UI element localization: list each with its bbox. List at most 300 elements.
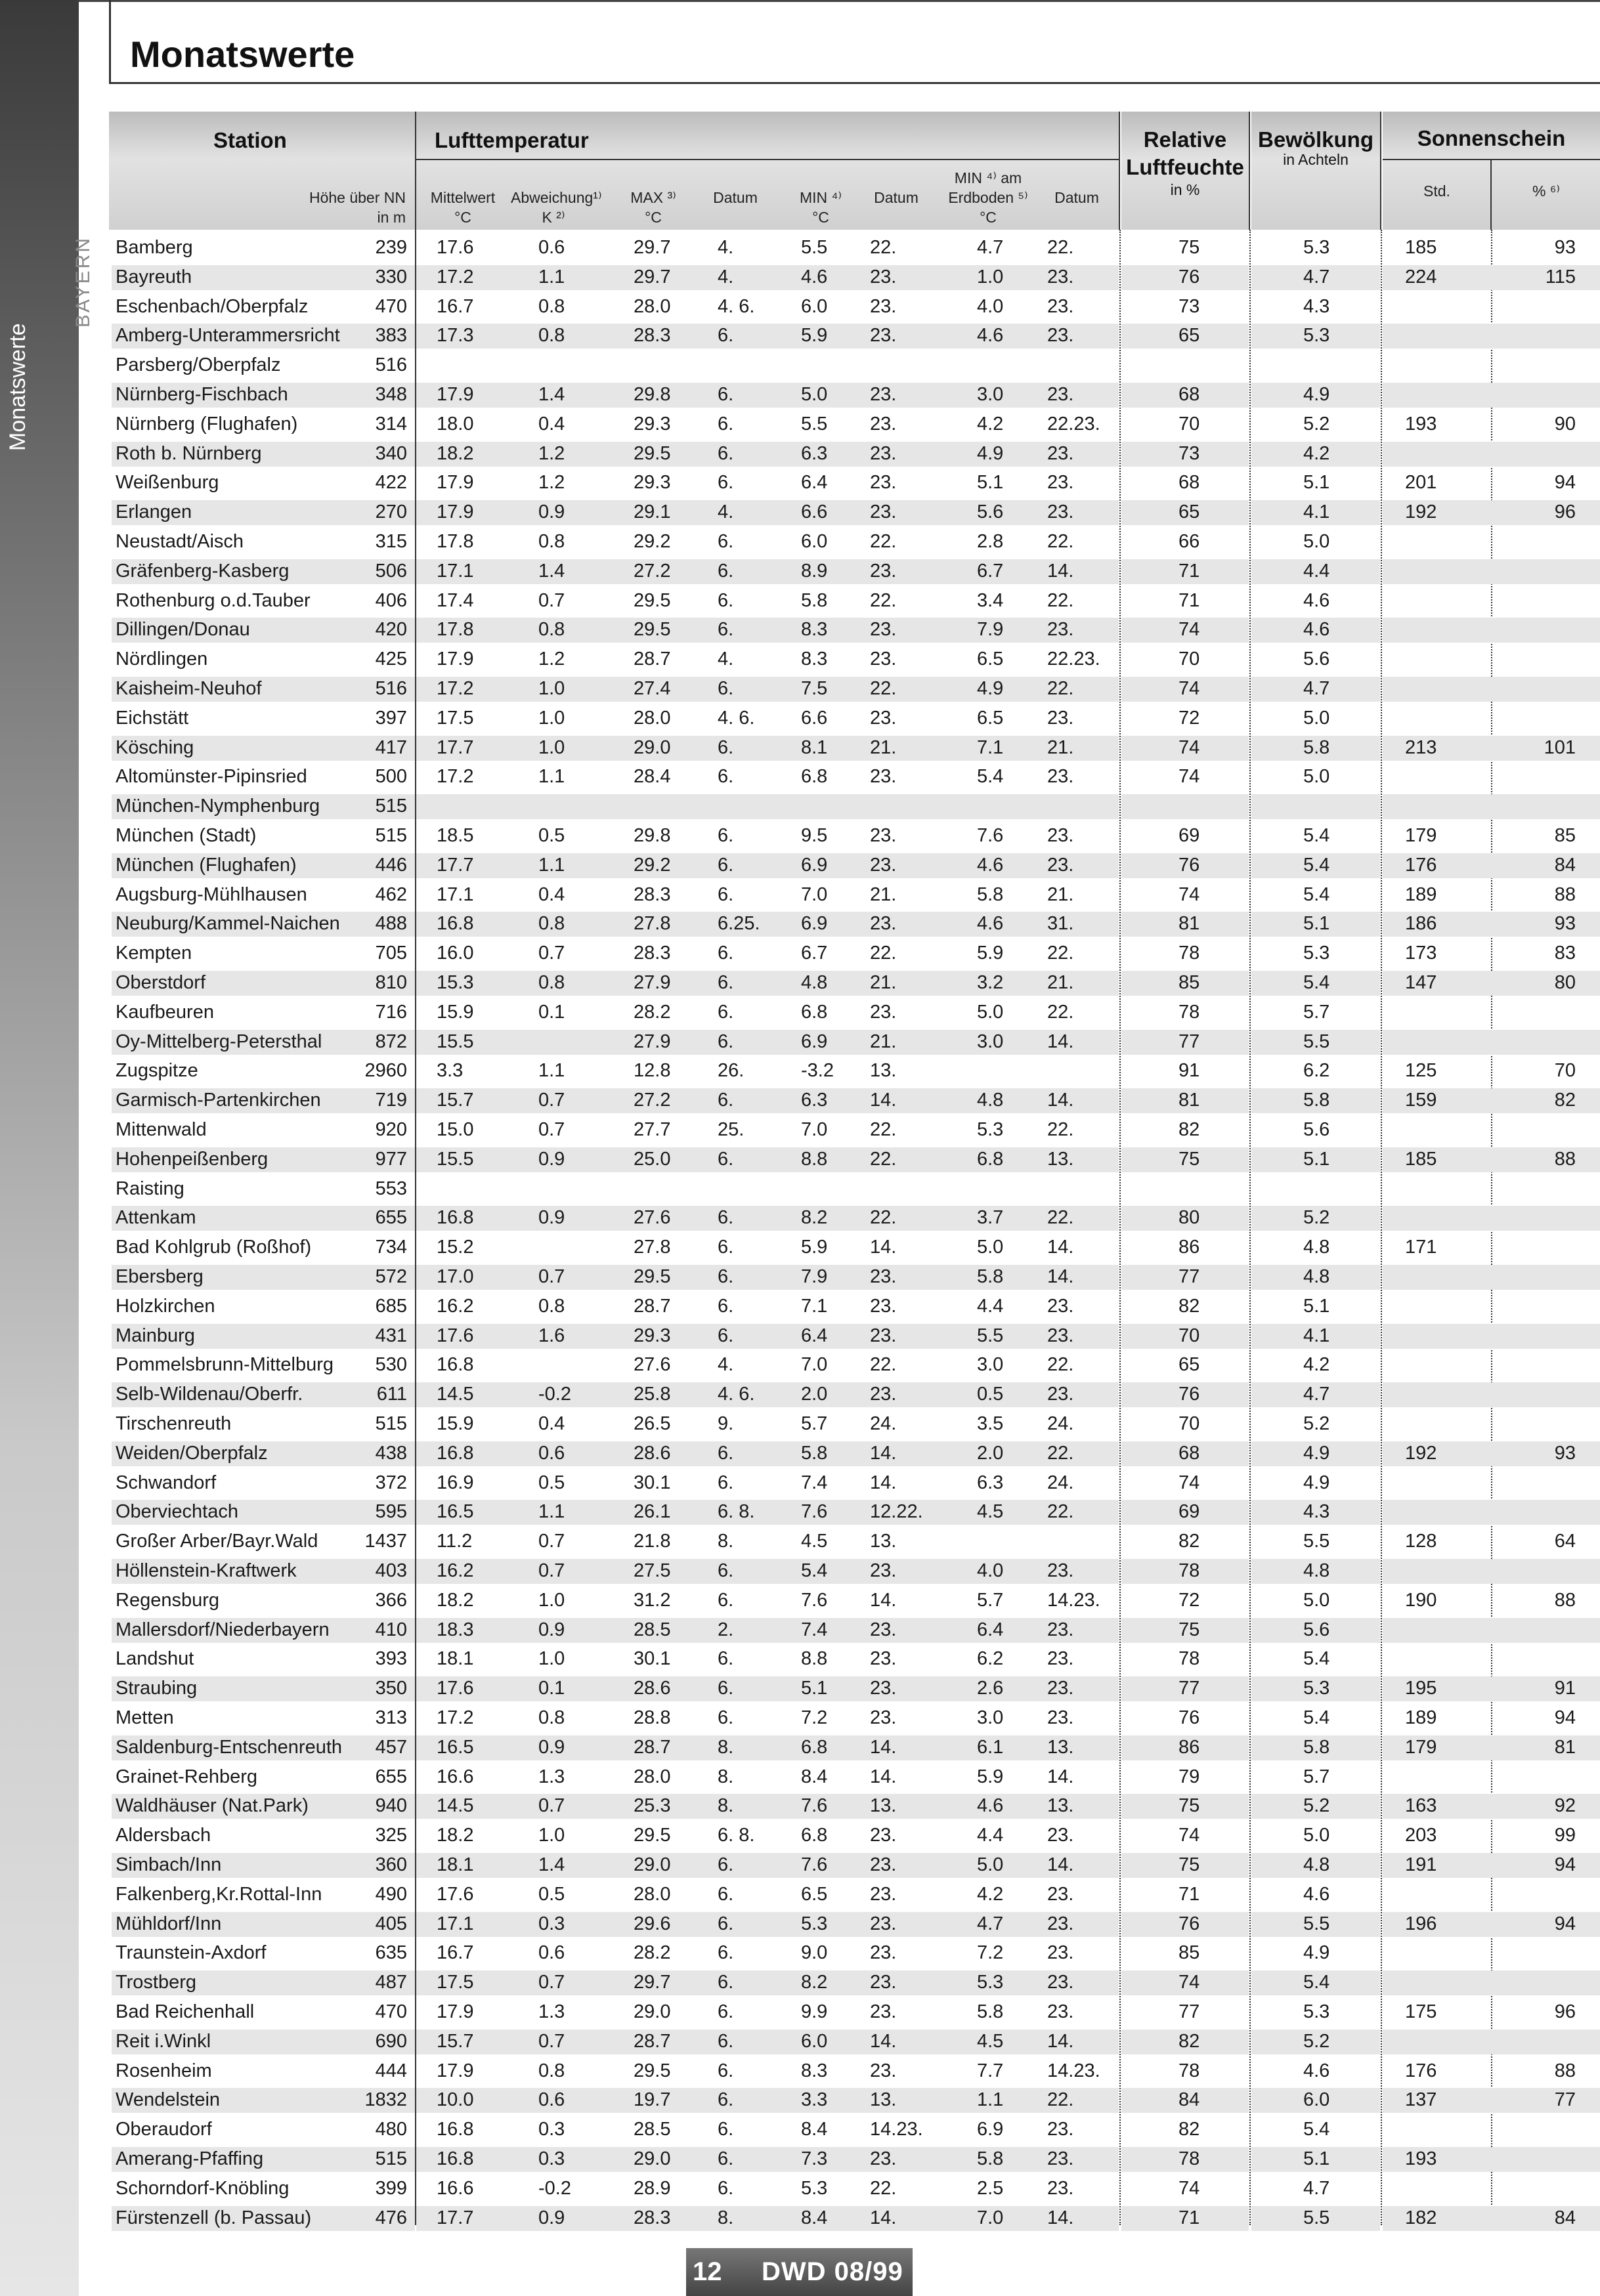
cell-name: München (Flughafen): [116, 854, 297, 876]
cell-max: 30.1: [634, 1648, 671, 1670]
cell-proz: 99: [1554, 1825, 1576, 1846]
cell-max: 28.0: [634, 295, 671, 317]
cell-feuchte: 76: [1178, 1913, 1200, 1934]
cell-min: 5.3: [801, 2177, 828, 2199]
cell-dmax: 6.: [718, 589, 734, 611]
cell-abw: 1.0: [538, 1589, 565, 1611]
cell-erd: 4.7: [977, 1913, 1004, 1934]
cell-mittel: 17.2: [437, 266, 474, 287]
cell-max: 28.0: [634, 1883, 671, 1905]
cell-abw: 0.7: [538, 1972, 565, 1993]
cell-feuchte: 73: [1178, 442, 1200, 464]
cell-abw: 1.1: [538, 766, 565, 788]
cell-name: Attenkam: [116, 1207, 196, 1229]
cell-dmax: 6.: [718, 1648, 734, 1670]
cell-feuchte: 74: [1178, 1825, 1200, 1846]
cell-max: 29.6: [634, 1913, 671, 1934]
cell-dmin: 23.: [870, 707, 897, 729]
table-row: [0, 1527, 1600, 1556]
row-shade: [1383, 442, 1600, 467]
cell-dmax: 6.: [718, 1207, 734, 1229]
cell-abw: 0.4: [538, 1413, 565, 1434]
cell-max: 28.0: [634, 1766, 671, 1787]
cell-name: Erlangen: [116, 501, 192, 523]
cell-min: 8.3: [801, 2060, 828, 2081]
cell-feuchte: 71: [1178, 2207, 1200, 2228]
cell-bew: 5.3: [1303, 943, 1330, 964]
cell-bew: 4.7: [1303, 2177, 1330, 2199]
cell-feuchte: 82: [1178, 2030, 1200, 2052]
cell-derd: 22.: [1047, 678, 1074, 699]
cell-hoehe: 516: [375, 678, 407, 699]
cell-feuchte: 84: [1178, 2089, 1200, 2111]
cell-feuchte: 75: [1178, 1854, 1200, 1875]
publication-label: DWD 08/99: [762, 2257, 903, 2286]
table-row: [0, 1350, 1600, 1380]
cell-feuchte: 82: [1178, 1531, 1200, 1552]
cell-min: 8.4: [801, 1766, 828, 1787]
cell-bew: 5.2: [1303, 1207, 1330, 1229]
cell-max: 28.2: [634, 1001, 671, 1023]
cell-hoehe: 719: [375, 1090, 407, 1111]
cell-feuchte: 78: [1178, 1648, 1200, 1670]
cell-dmax: 8.: [718, 1736, 734, 1758]
cell-std: 176: [1405, 854, 1437, 876]
cell-feuchte: 72: [1178, 707, 1200, 729]
cell-max: 12.8: [634, 1060, 671, 1082]
cell-hoehe: 595: [375, 1501, 407, 1523]
cell-bew: 5.6: [1303, 1619, 1330, 1640]
cell-min: 8.4: [801, 2207, 828, 2228]
cell-bew: 5.4: [1303, 1972, 1330, 1993]
cell-dmin: 23.: [870, 2001, 897, 2022]
cell-mittel: 16.8: [437, 1354, 474, 1376]
table-row: [0, 2085, 1600, 2115]
cell-max: 25.8: [634, 1384, 671, 1405]
cell-erd: 6.5: [977, 648, 1004, 670]
cell-erd: 6.8: [977, 1148, 1004, 1170]
cell-mittel: 16.8: [437, 2148, 474, 2169]
row-shade: [1251, 794, 1380, 819]
cell-dmax: 6.: [718, 2119, 734, 2140]
cell-min: 7.1: [801, 1295, 828, 1317]
cell-derd: 23.: [1047, 1942, 1074, 1964]
cell-min: 5.8: [801, 589, 828, 611]
cell-abw: 0.9: [538, 2207, 565, 2228]
cell-hoehe: 457: [375, 1736, 407, 1758]
table-row: [0, 1733, 1600, 1762]
cell-min: 6.5: [801, 1883, 828, 1905]
cell-abw: 0.7: [538, 589, 565, 611]
cell-feuchte: 78: [1178, 1001, 1200, 1023]
cell-min: 5.4: [801, 1560, 828, 1581]
cell-derd: 23.: [1047, 2001, 1074, 2022]
cell-name: Hohenpeißenberg: [116, 1148, 269, 1170]
cell-erd: 6.1: [977, 1736, 1004, 1758]
cell-name: Großer Arber/Bayr.Wald: [116, 1531, 318, 1552]
cell-min: 6.0: [801, 295, 828, 317]
separator-bew-end: [1380, 112, 1381, 230]
cell-name: Mallersdorf/Niederbayern: [116, 1619, 330, 1640]
cell-derd: 23.: [1047, 1825, 1074, 1846]
cell-erd: 4.9: [977, 678, 1004, 699]
cell-name: Simbach/Inn: [116, 1854, 222, 1875]
cell-hoehe: 487: [375, 1972, 407, 1993]
cell-abw: 1.6: [538, 1325, 565, 1346]
table-row: [0, 1292, 1600, 1321]
cell-derd: 22.23.: [1047, 648, 1100, 670]
cell-mittel: 16.5: [437, 1736, 474, 1758]
cell-dmax: 6.: [718, 1972, 734, 1993]
cell-bew: 5.4: [1303, 825, 1330, 846]
cell-min: 6.3: [801, 1090, 828, 1111]
cell-dmax: 6.: [718, 1442, 734, 1464]
cell-feuchte: 77: [1178, 1678, 1200, 1699]
cell-derd: 13.: [1047, 1795, 1074, 1817]
cell-dmax: 6.: [718, 1589, 734, 1611]
cell-erd: 4.4: [977, 1825, 1004, 1846]
cell-dmax: 6.: [718, 1560, 734, 1581]
cell-max: 29.0: [634, 736, 671, 758]
cell-dmin: 14.: [870, 1736, 897, 1758]
cell-dmin: 12.22.: [870, 1501, 923, 1523]
cell-mittel: 16.8: [437, 1207, 474, 1229]
cell-dmin: 23.: [870, 619, 897, 641]
cell-proz: 94: [1554, 1913, 1576, 1934]
cell-dmax: 6.: [718, 384, 734, 405]
cell-dmin: 23.: [870, 1707, 897, 1728]
cell-dmax: 4. 6.: [718, 1384, 755, 1405]
cell-bew: 5.0: [1303, 531, 1330, 552]
cell-bew: 5.1: [1303, 1148, 1330, 1170]
cell-hoehe: 516: [375, 354, 407, 376]
cell-min: 4.6: [801, 266, 828, 287]
cell-derd: 24.: [1047, 1472, 1074, 1493]
cell-erd: 5.8: [977, 883, 1004, 905]
cell-feuchte: 70: [1178, 413, 1200, 435]
cell-hoehe: 410: [375, 1619, 407, 1640]
cell-name: Amberg-Unterammersricht: [116, 325, 340, 347]
cell-derd: 23.: [1047, 325, 1074, 347]
cell-name: Mühldorf/Inn: [116, 1913, 222, 1934]
cell-bew: 5.6: [1303, 648, 1330, 670]
cell-derd: 14.: [1047, 1266, 1074, 1287]
cell-hoehe: 1437: [364, 1531, 407, 1552]
cell-erd: 4.6: [977, 913, 1004, 935]
cell-bew: 5.2: [1303, 2030, 1330, 2052]
cell-mittel: 17.8: [437, 531, 474, 552]
cell-erd: 4.2: [977, 1883, 1004, 1905]
cell-dmax: 6.: [718, 325, 734, 347]
cell-proz: 77: [1554, 2089, 1576, 2111]
cell-max: 28.7: [634, 1736, 671, 1758]
cell-std: 192: [1405, 501, 1437, 523]
cell-std: 195: [1405, 1678, 1437, 1699]
cell-name: Rosenheim: [116, 2060, 212, 2081]
header-feuchte-line3: in %: [1170, 181, 1200, 198]
cell-min: 7.6: [801, 1501, 828, 1523]
cell-name: Weißenburg: [116, 472, 219, 494]
cell-dmin: 23.: [870, 1325, 897, 1346]
cell-mittel: 17.2: [437, 1707, 474, 1728]
cell-std: 186: [1405, 913, 1437, 935]
table-row: [0, 939, 1600, 968]
cell-mittel: 18.1: [437, 1648, 474, 1670]
cell-abw: 1.2: [538, 442, 565, 464]
cell-feuchte: 65: [1178, 325, 1200, 347]
cell-dmin: 23.: [870, 1295, 897, 1317]
cell-min: 8.8: [801, 1148, 828, 1170]
cell-max: 29.3: [634, 1325, 671, 1346]
table-row: [0, 1409, 1600, 1439]
cell-dmax: 6.: [718, 2060, 734, 2081]
cell-dmin: 22.: [870, 1207, 897, 1229]
cell-min: 6.8: [801, 766, 828, 788]
cell-dmin: 14.: [870, 2207, 897, 2228]
cell-feuchte: 76: [1178, 1384, 1200, 1405]
cell-mittel: 14.5: [437, 1795, 474, 1817]
header-std: Std.: [1423, 182, 1450, 200]
row-shade: [1383, 677, 1600, 702]
cell-hoehe: 490: [375, 1883, 407, 1905]
cell-abw: 0.6: [538, 2089, 565, 2111]
row-shade: [1383, 1970, 1600, 1995]
cell-erd: 7.6: [977, 825, 1004, 846]
cell-max: 29.5: [634, 1266, 671, 1287]
cell-hoehe: 705: [375, 943, 407, 964]
cell-hoehe: 399: [375, 2177, 407, 2199]
cell-erd: 6.7: [977, 560, 1004, 582]
cell-feuchte: 82: [1178, 2119, 1200, 2140]
cell-proz: 88: [1554, 1148, 1576, 1170]
cell-bew: 4.1: [1303, 501, 1330, 523]
cell-derd: 22.23.: [1047, 413, 1100, 435]
header-abweichung: [511, 188, 602, 227]
cell-feuchte: 81: [1178, 1090, 1200, 1111]
cell-feuchte: 77: [1178, 1031, 1200, 1052]
cell-derd: 22.: [1047, 943, 1074, 964]
cell-std: 224: [1405, 266, 1437, 287]
cell-abw: 0.8: [538, 325, 565, 347]
cell-hoehe: 515: [375, 796, 407, 817]
cell-max: 28.4: [634, 766, 671, 788]
cell-proz: 85: [1554, 825, 1576, 846]
table-row: [0, 2203, 1600, 2233]
cell-name: Metten: [116, 1707, 174, 1728]
cell-bew: 5.4: [1303, 2119, 1330, 2140]
table-row: [0, 733, 1600, 763]
cell-dmax: 6.: [718, 825, 734, 846]
cell-derd: 14.23.: [1047, 1589, 1100, 1611]
cell-mittel: 17.9: [437, 472, 474, 494]
cell-dmin: 22.: [870, 589, 897, 611]
cell-min: 5.3: [801, 1913, 828, 1934]
cell-min: 5.0: [801, 384, 828, 405]
cell-max: 28.3: [634, 325, 671, 347]
cell-dmin: 13.: [870, 2089, 897, 2111]
header-mittelwert-line1: Mittelwert: [430, 189, 496, 206]
cell-std: 179: [1405, 1736, 1437, 1758]
cell-dmin: 23.: [870, 648, 897, 670]
cell-name: Aldersbach: [116, 1825, 211, 1846]
cell-abw: 0.3: [538, 2148, 565, 2169]
cell-mittel: 15.0: [437, 1119, 474, 1140]
cell-max: 29.0: [634, 2001, 671, 2022]
row-shade: [1383, 1382, 1600, 1407]
cell-mittel: 16.0: [437, 943, 474, 964]
cell-bew: 5.3: [1303, 1678, 1330, 1699]
cell-max: 27.2: [634, 1090, 671, 1111]
cell-hoehe: 1832: [364, 2089, 407, 2111]
cell-hoehe: 397: [375, 707, 407, 729]
table-row: [0, 439, 1600, 469]
cell-min: 6.7: [801, 943, 828, 964]
cell-feuchte: 74: [1178, 678, 1200, 699]
cell-feuchte: 75: [1178, 1148, 1200, 1170]
cell-dmax: 6.: [718, 972, 734, 993]
cell-abw: 0.8: [538, 2060, 565, 2081]
cell-name: Altomünster-Pipinsried: [116, 766, 307, 788]
table-row: [0, 1262, 1600, 1292]
cell-max: 29.7: [634, 266, 671, 287]
cell-mittel: 17.7: [437, 2207, 474, 2228]
cell-dmax: 6.: [718, 883, 734, 905]
cell-name: Landshut: [116, 1648, 194, 1670]
cell-bew: 6.2: [1303, 1060, 1330, 1082]
table-row: [0, 527, 1600, 557]
cell-max: 21.8: [634, 1531, 671, 1552]
cell-bew: 5.7: [1303, 1001, 1330, 1023]
table-row: [0, 704, 1600, 733]
cell-abw: 1.1: [538, 1060, 565, 1082]
cell-bew: 5.6: [1303, 1119, 1330, 1140]
cell-std: 192: [1405, 1442, 1437, 1464]
cell-min: 2.0: [801, 1384, 828, 1405]
cell-dmax: 6.: [718, 531, 734, 552]
cell-std: 189: [1405, 1707, 1437, 1728]
table-row: [0, 909, 1600, 939]
cell-std: 213: [1405, 736, 1437, 758]
cell-dmax: 4. 6.: [718, 707, 755, 729]
cell-hoehe: 690: [375, 2030, 407, 2052]
cell-abw: 0.6: [538, 1442, 565, 1464]
cell-bew: 5.4: [1303, 1707, 1330, 1728]
cell-derd: 14.: [1047, 1237, 1074, 1258]
cell-abw: 0.7: [538, 1531, 565, 1552]
cell-dmin: 23.: [870, 1266, 897, 1287]
cell-std: 203: [1405, 1825, 1437, 1846]
cell-mittel: 17.2: [437, 678, 474, 699]
cell-bew: 4.6: [1303, 619, 1330, 641]
cell-bew: 5.2: [1303, 1413, 1330, 1434]
cell-erd: 5.9: [977, 1766, 1004, 1787]
table-row: [0, 1027, 1600, 1057]
cell-name: Amerang-Pfaffing: [116, 2148, 264, 2169]
cell-erd: 7.1: [977, 736, 1004, 758]
table-row: [0, 1380, 1600, 1409]
cell-mittel: 18.5: [437, 825, 474, 846]
cell-hoehe: 476: [375, 2207, 407, 2228]
cell-bew: 5.0: [1303, 766, 1330, 788]
cell-mittel: 11.2: [437, 1531, 473, 1552]
cell-abw: 1.0: [538, 1825, 565, 1846]
cell-dmax: 6.: [718, 1266, 734, 1287]
cell-feuchte: 71: [1178, 589, 1200, 611]
cell-derd: 21.: [1047, 883, 1074, 905]
cell-bew: 5.8: [1303, 736, 1330, 758]
cell-max: 27.6: [634, 1354, 671, 1376]
cell-mittel: 15.5: [437, 1148, 474, 1170]
cell-hoehe: 425: [375, 648, 407, 670]
cell-feuchte: 73: [1178, 295, 1200, 317]
cell-mittel: 18.0: [437, 413, 474, 435]
cell-derd: 21.: [1047, 736, 1074, 758]
cell-dmax: 6.: [718, 413, 734, 435]
cell-mittel: 15.9: [437, 1413, 474, 1434]
cell-name: Neuburg/Kammel-Naichen: [116, 913, 340, 935]
header-bew-line1: Bewölkung: [1257, 127, 1373, 152]
cell-bew: 5.0: [1303, 1589, 1330, 1611]
cell-abw: 0.3: [538, 1913, 565, 1934]
cell-min: 3.3: [801, 2089, 828, 2111]
cell-proz: 64: [1554, 1531, 1576, 1552]
cell-abw: 1.4: [538, 560, 565, 582]
cell-derd: 23.: [1047, 2148, 1074, 2169]
cell-derd: 22.: [1047, 1207, 1074, 1229]
row-shade: [1383, 1618, 1600, 1643]
cell-abw: 0.4: [538, 883, 565, 905]
cell-proz: 70: [1554, 1060, 1576, 1082]
cell-abw: 0.9: [538, 1736, 565, 1758]
cell-erd: 7.0: [977, 2207, 1004, 2228]
cell-name: Falkenberg,Kr.Rottal-Inn: [116, 1883, 322, 1905]
cell-dmin: 23.: [870, 1854, 897, 1875]
cell-proz: 91: [1554, 1678, 1576, 1699]
cell-hoehe: 655: [375, 1766, 407, 1787]
cell-hoehe: 685: [375, 1295, 407, 1317]
cell-proz: 96: [1554, 501, 1576, 523]
cell-min: 5.5: [801, 237, 828, 258]
cell-name: Dillingen/Donau: [116, 619, 250, 641]
cell-mittel: 18.1: [437, 1854, 474, 1875]
cell-dmin: 14.: [870, 1237, 897, 1258]
cell-dmin: 14.: [870, 2030, 897, 2052]
cell-name: Weiden/Oberpfalz: [116, 1442, 268, 1464]
cell-name: Waldhäuser (Nat.Park): [116, 1795, 309, 1817]
cell-max: 28.5: [634, 1619, 671, 1640]
cell-name: Selb-Wildenau/Oberfr.: [116, 1384, 303, 1405]
cell-name: Schwandorf: [116, 1472, 217, 1493]
cell-mittel: 16.6: [437, 1766, 474, 1787]
cell-hoehe: 422: [375, 472, 407, 494]
cell-dmin: 23.: [870, 1942, 897, 1964]
cell-erd: 3.7: [977, 1207, 1004, 1229]
cell-max: 27.4: [634, 678, 671, 699]
cell-dmin: 13.: [870, 1531, 897, 1552]
header-erd-line2: Erdboden ⁵⁾: [948, 189, 1028, 206]
cell-erd: 4.6: [977, 1795, 1004, 1817]
cell-erd: 3.0: [977, 1354, 1004, 1376]
cell-hoehe: 406: [375, 589, 407, 611]
separator-sun-mid: [1490, 159, 1492, 230]
cell-erd: 2.6: [977, 1678, 1004, 1699]
table-row: [0, 1468, 1600, 1498]
cell-mittel: 17.0: [437, 1266, 474, 1287]
cell-erd: 3.5: [977, 1413, 1004, 1434]
cell-min: 9.9: [801, 2001, 828, 2022]
cell-abw: 0.8: [538, 913, 565, 935]
cell-derd: 23.: [1047, 1648, 1074, 1670]
